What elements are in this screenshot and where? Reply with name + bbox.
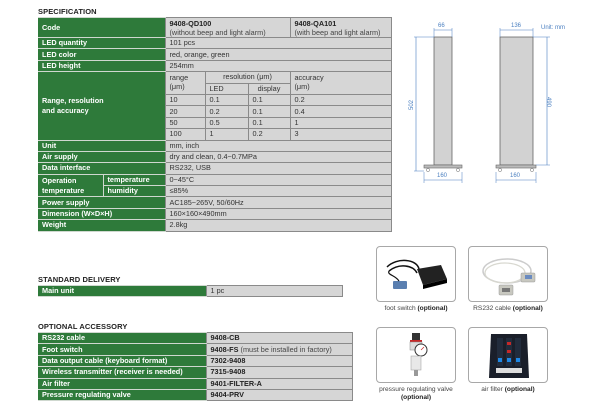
accessory-note: (must be installed in factory) [238, 344, 332, 354]
range-header [165, 72, 205, 95]
led-header: LED [205, 83, 248, 94]
side-width: 136 [511, 23, 522, 29]
operation-label-line1: Operation [42, 175, 77, 185]
spec-label: LED color [38, 49, 165, 60]
range-header-unit: (μm) [169, 82, 185, 92]
model-2 [290, 18, 391, 38]
model-1-note: (without beep and light alarm) [169, 28, 266, 37]
accessory-code-text: 9408-FS [210, 344, 239, 354]
led-cell: 0.2 [205, 106, 248, 117]
spec-value: 2.8kg [165, 220, 391, 231]
spec-value: 101 pcs [165, 38, 391, 49]
display-cell: 0.1 [248, 117, 290, 128]
accessory-row [38, 367, 352, 378]
foot-switch-caption [366, 305, 466, 313]
accessory-label: Pressure regulating valve [38, 389, 206, 400]
accessory-label: Wireless transmitter (receiver is needed) [38, 367, 206, 378]
accessory-row [38, 378, 352, 389]
dimension-drawing-icon [395, 22, 600, 192]
accuracy-header-unit: (μm) [294, 82, 310, 92]
accessory-code [206, 367, 352, 378]
photo-name: RS232 cable [473, 305, 511, 312]
display-cell: 0.1 [248, 94, 290, 105]
standard-delivery-title: STANDARD DELIVERY [38, 275, 121, 284]
air-filter-icon [469, 328, 547, 382]
accessory-label: Foot switch [38, 344, 206, 355]
accuracy-header-label: accuracy [294, 73, 324, 83]
photo-tag: (optional) [512, 305, 543, 312]
temperature-value: 0~45°C [165, 174, 391, 185]
spec-value: dry and clean, 0.4~0.7MPa [165, 151, 391, 162]
accuracy-cell: 0.2 [290, 94, 391, 105]
display-cell: 0.1 [248, 106, 290, 117]
pressure-valve-photo [376, 327, 456, 383]
humidity-label: humidity [103, 186, 165, 197]
accessory-row [38, 344, 352, 355]
optional-accessory-title: OPTIONAL ACCESSORY [38, 322, 128, 331]
range-cell: 50 [165, 117, 205, 128]
spec-value: AC185~265V, 50/60Hz [165, 197, 391, 208]
accuracy-cell: 0.4 [290, 106, 391, 117]
range-label-line2: and accuracy [42, 105, 89, 115]
model-1 [165, 18, 290, 38]
spec-label: Dimension (W×D×H) [38, 208, 165, 219]
side-base: 160 [510, 173, 521, 179]
accuracy-header [290, 72, 391, 95]
photo-name: foot switch [384, 305, 416, 312]
accessory-row [38, 389, 352, 400]
range-header-label: range [169, 73, 189, 83]
model-1-code: 9408-QD100 [169, 19, 212, 28]
temperature-label: temperature [103, 174, 165, 185]
spec-label: Unit [38, 140, 165, 151]
rs232-cable-photo [468, 246, 548, 302]
spec-value: 254mm [165, 60, 391, 71]
standard-delivery-table [38, 285, 343, 297]
accessory-code-text: 9401-FILTER-A [210, 378, 262, 388]
spec-label: LED quantity [38, 38, 165, 49]
accuracy-cell: 1 [290, 117, 391, 128]
accessory-code [206, 389, 352, 400]
spec-label: Weight [38, 220, 165, 231]
specification-title: SPECIFICATION [38, 7, 97, 16]
delivery-label: Main unit [38, 286, 206, 297]
spec-value: RS232, USB [165, 163, 391, 174]
front-base: 160 [437, 173, 448, 179]
accessory-code [206, 378, 352, 389]
photo-name: air filter [481, 386, 503, 393]
display-cell: 0.2 [248, 129, 290, 140]
side-height: 490 [545, 96, 552, 108]
accessory-code [206, 355, 352, 366]
specification-table [38, 17, 392, 232]
spec-value: mm, inch [165, 140, 391, 151]
led-cell: 1 [205, 129, 248, 140]
accuracy-cell: 3 [290, 129, 391, 140]
accessory-label: RS232 cable [38, 333, 206, 344]
photo-name: pressure regulating valve [379, 386, 453, 393]
pressure-valve-icon [377, 328, 455, 382]
delivery-value: 1 pc [206, 286, 342, 297]
accessory-code [206, 333, 352, 344]
accessory-code-text: 7315-9408 [210, 367, 246, 377]
rs232-cable-icon [469, 247, 547, 301]
led-cell: 0.1 [205, 94, 248, 105]
foot-switch-photo [376, 246, 456, 302]
dimension-drawing [395, 22, 600, 192]
spec-value: red, orange, green [165, 49, 391, 60]
pressure-valve-caption [366, 386, 466, 402]
accessory-row [38, 333, 352, 344]
model-2-code: 9408-QA101 [294, 19, 337, 28]
humidity-value: ≤85% [165, 186, 391, 197]
accessory-label: Air filter [38, 378, 206, 389]
accessory-code [206, 344, 352, 355]
optional-accessory-table [38, 332, 353, 401]
spec-label: Power supply [38, 197, 165, 208]
model-2-note: (with beep and light alarm) [294, 28, 381, 37]
spec-value: 160×160×490mm [165, 208, 391, 219]
foot-switch-icon [377, 247, 455, 301]
accessory-row [38, 355, 352, 366]
resolution-header: resolution (μm) [205, 72, 290, 83]
spec-label: Air supply [38, 151, 165, 162]
front-height: 502 [409, 99, 416, 111]
range-cell: 10 [165, 94, 205, 105]
photo-tag: (optional) [504, 386, 535, 393]
led-cell: 0.5 [205, 117, 248, 128]
accessory-code-text: 9404-PRV [210, 390, 245, 400]
range-cell: 20 [165, 106, 205, 117]
accessory-label: Data output cable (keyboard format) [38, 355, 206, 366]
unit-label: Unit: mm [541, 25, 565, 31]
front-width: 66 [438, 23, 445, 29]
range-cell: 100 [165, 129, 205, 140]
range-label-line1: Range, resolution [42, 95, 104, 105]
range-block-label [38, 72, 165, 140]
accessory-code-text: 9408-CB [210, 333, 240, 343]
operation-label [38, 174, 103, 197]
air-filter-photo [468, 327, 548, 383]
code-label: Code [38, 18, 165, 38]
accessory-code-text: 7302-9408 [210, 355, 246, 365]
photo-tag: (optional) [417, 305, 448, 312]
spec-label: LED height [38, 60, 165, 71]
operation-label-line2: temperature [42, 185, 85, 195]
air-filter-caption [458, 386, 558, 394]
photo-tag: (optional) [400, 394, 432, 401]
display-header: display [248, 83, 290, 94]
spec-label: Data interface [38, 163, 165, 174]
rs232-cable-caption [458, 305, 558, 313]
